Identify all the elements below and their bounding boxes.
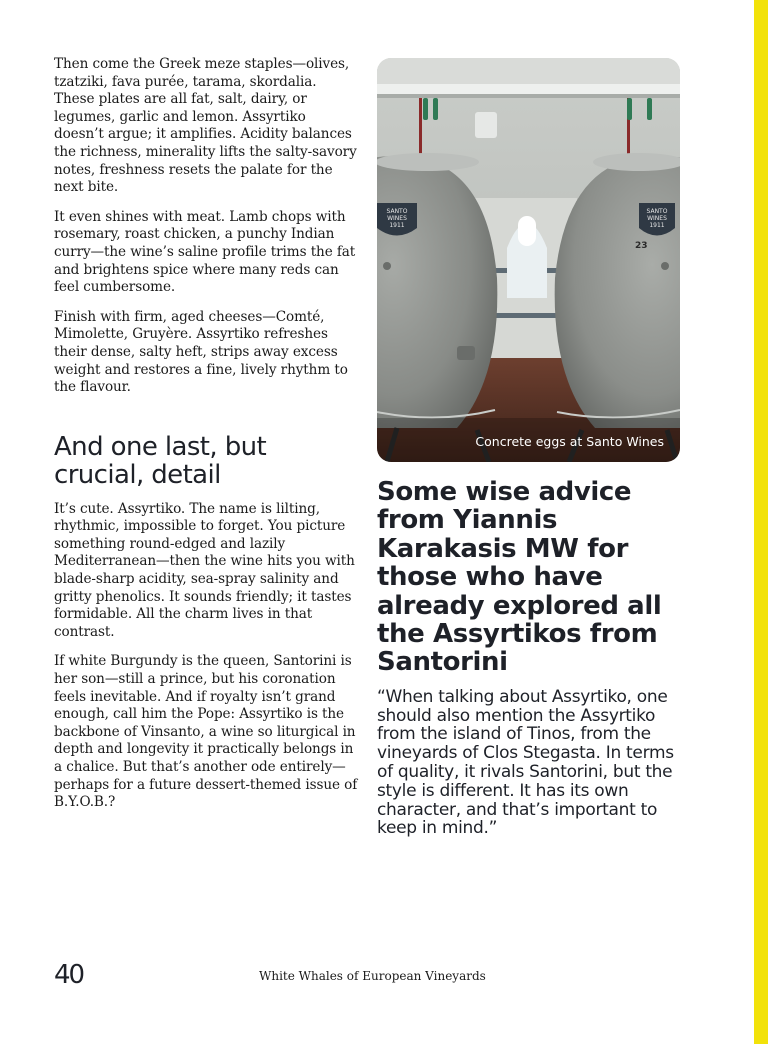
tank-label: 1911 <box>649 222 665 229</box>
body-paragraph: It even shines with meat. Lamb chops with rosemary, roast chicken, a punchy Indian curry—the wine’s saline profile trims the fat and brightens spice where many reds can feel cumbersome. <box>54 208 356 296</box>
tank-label: SANTO <box>386 208 408 215</box>
body-paragraph: Finish with firm, aged cheeses—Comté, Mimolette, Gruyère. Assyrtiko refreshes their dense, salty heft, strips away excess weight and restores a fine, lively rhythm to the flavour. <box>54 308 348 396</box>
page-footer <box>54 962 694 992</box>
callout-heading: Some wise advice from Yiannis Karakasis MW for those who have already explored all the Assyrtikos from Santorini <box>377 477 662 678</box>
body-paragraph: If white Burgundy is the queen, Santorini is her son—still a prince, but his coronation feels inevitable. And if royalty isn’t grand enough, call him the Pope: Assyrtiko is the backbone of Vinsanto, a wine so liturgical in depth and longevity it practically belongs in a chalice. But that’s another ode entirely—perhaps for a future dessert-themed issue of B.Y.O.B.? <box>54 653 358 811</box>
body-paragraph: It’s cute. Assyrtiko. The name is lilting, rhythmic, impossible to forget. You picture something round-edged and lazily Mediterranean—then the wine hits you with blade-sharp acidity, sea-spray salinity and gritty phenolics. It sounds friendly; it tastes formidable. All the charm lives in that contrast. <box>54 500 355 640</box>
tank-label: SANTO <box>646 208 668 215</box>
section-heading: And one last, but crucial, detail <box>54 431 267 490</box>
concrete-eggs-photo <box>377 58 680 462</box>
body-paragraph: Then come the Greek meze staples—olives, tzatziki, fava purée, tarama, skordalia. These plates are all fat, salt, dairy, or legumes, garlic and lemon. Assyrtiko doesn’t argue; it amplifies. Acidity balances the richness, minerality lifts the salty-savory notes, freshness resets the palate for the next bite. <box>54 56 357 196</box>
right-column <box>377 478 683 838</box>
tank-number: 23 <box>635 241 648 251</box>
tank-label: 1911 <box>389 222 405 229</box>
tank-label: WINES <box>387 215 407 222</box>
pull-quote: “When talking about Assyrtiko, one should also mention the Assyrtiko from the island of Tinos, from the vineyards of Clos Stegasta. In terms of quality, it rivals Santorini, but the style is different. It has its own character, and that’s important to keep in mind.” <box>377 686 674 839</box>
left-column <box>54 56 358 824</box>
page-edge-accent-bar <box>754 0 768 1044</box>
tank-label: WINES <box>647 215 667 222</box>
photo-caption: Concrete eggs at Santo Wines <box>475 434 664 449</box>
publication-title: White Whales of European Vineyards <box>259 969 486 983</box>
page-number: 40 <box>54 960 84 990</box>
